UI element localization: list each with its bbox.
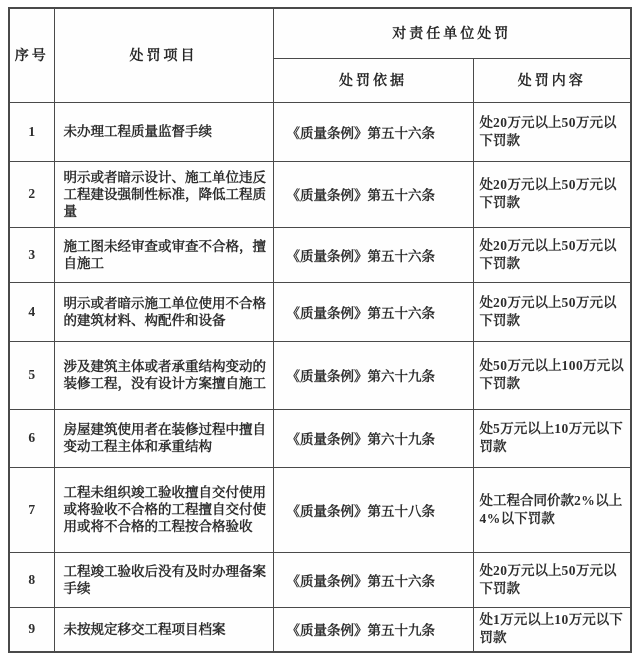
cell-row-number: 1 bbox=[9, 102, 54, 161]
header-cell-no: 序号 bbox=[9, 8, 54, 102]
cell-row-number: 6 bbox=[9, 409, 54, 467]
table-row bbox=[9, 409, 631, 467]
cell-penalty-basis: 《质量条例》第五十八条 bbox=[273, 467, 473, 552]
table-row bbox=[9, 282, 631, 341]
cell-penalty-item: 未按规定移交工程项目档案 bbox=[54, 607, 273, 652]
table-row bbox=[9, 467, 631, 552]
cell-penalty-content: 处工程合同价款2%以上4%以下罚款 bbox=[473, 467, 631, 552]
cell-row-number: 9 bbox=[9, 607, 54, 652]
cell-penalty-basis: 《质量条例》第五十六条 bbox=[273, 552, 473, 607]
cell-row-number: 4 bbox=[9, 282, 54, 341]
cell-penalty-item: 明示或者暗示设计、施工单位违反工程建设强制性标准，降低工程质量 bbox=[54, 161, 273, 227]
cell-penalty-item: 房屋建筑使用者在装修过程中擅自变动工程主体和承重结构 bbox=[54, 409, 273, 467]
cell-penalty-content: 处20万元以上50万元以下罚款 bbox=[473, 282, 631, 341]
table-row bbox=[9, 227, 631, 282]
cell-row-number: 8 bbox=[9, 552, 54, 607]
header-row-top bbox=[9, 8, 631, 58]
cell-row-number: 3 bbox=[9, 227, 54, 282]
cell-row-number: 2 bbox=[9, 161, 54, 227]
cell-penalty-basis: 《质量条例》第五十六条 bbox=[273, 227, 473, 282]
header-cell-group: 对责任单位处罚 bbox=[273, 8, 631, 58]
table-row bbox=[9, 341, 631, 409]
cell-penalty-basis: 《质量条例》第六十九条 bbox=[273, 409, 473, 467]
cell-penalty-content: 处1万元以上10万元以下罚款 bbox=[473, 607, 631, 652]
cell-penalty-content: 处5万元以上10万元以下罚款 bbox=[473, 409, 631, 467]
table-row bbox=[9, 552, 631, 607]
cell-penalty-content: 处20万元以上50万元以下罚款 bbox=[473, 102, 631, 161]
header-cell-item: 处罚项目 bbox=[54, 8, 273, 102]
cell-penalty-basis: 《质量条例》第五十九条 bbox=[273, 607, 473, 652]
cell-penalty-item: 工程竣工验收后没有及时办理备案手续 bbox=[54, 552, 273, 607]
cell-penalty-basis: 《质量条例》第六十九条 bbox=[273, 341, 473, 409]
cell-penalty-basis: 《质量条例》第五十六条 bbox=[273, 102, 473, 161]
header-cell-basis: 处罚依据 bbox=[273, 58, 473, 102]
penalty-table bbox=[8, 7, 632, 653]
cell-penalty-basis: 《质量条例》第五十六条 bbox=[273, 161, 473, 227]
cell-row-number: 5 bbox=[9, 341, 54, 409]
cell-penalty-item: 明示或者暗示施工单位使用不合格的建筑材料、构配件和设备 bbox=[54, 282, 273, 341]
cell-penalty-content: 处20万元以上50万元以下罚款 bbox=[473, 227, 631, 282]
table-row bbox=[9, 102, 631, 161]
cell-penalty-item: 工程未组织竣工验收擅自交付使用或将验收不合格的工程擅自交付使用或将不合格的工程按合格验收 bbox=[54, 467, 273, 552]
cell-penalty-content: 处20万元以上50万元以下罚款 bbox=[473, 161, 631, 227]
cell-row-number: 7 bbox=[9, 467, 54, 552]
cell-penalty-content: 处50万元以上100万元以下罚款 bbox=[473, 341, 631, 409]
cell-penalty-item: 未办理工程质量监督手续 bbox=[54, 102, 273, 161]
table-row bbox=[9, 607, 631, 652]
cell-penalty-item: 施工图未经审查或审查不合格，擅自施工 bbox=[54, 227, 273, 282]
cell-penalty-item: 涉及建筑主体或者承重结构变动的装修工程，没有设计方案擅自施工 bbox=[54, 341, 273, 409]
cell-penalty-basis: 《质量条例》第五十六条 bbox=[273, 282, 473, 341]
header-cell-content: 处罚内容 bbox=[473, 58, 631, 102]
cell-penalty-content: 处20万元以上50万元以下罚款 bbox=[473, 552, 631, 607]
table-row bbox=[9, 161, 631, 227]
